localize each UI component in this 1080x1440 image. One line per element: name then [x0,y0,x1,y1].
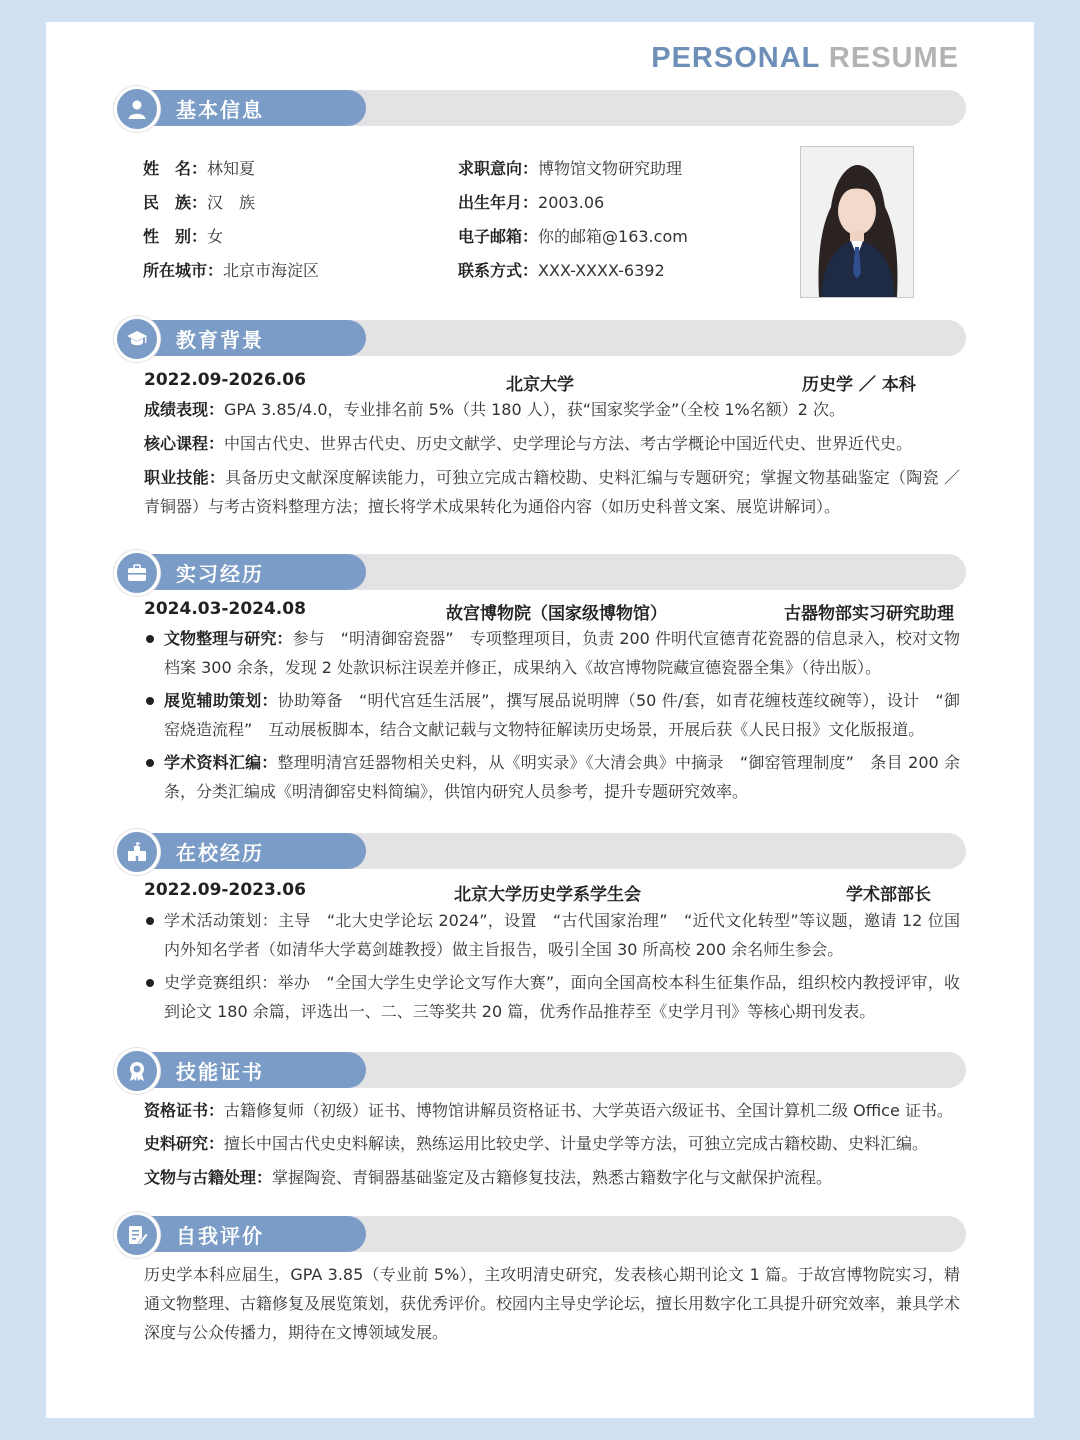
info-gender [143,224,223,247]
info-intent [458,156,682,179]
bullet-dot [146,759,154,767]
skills-relic-text: 掌握陶瓷、青铜器基础鉴定及古籍修复技法，熟悉古籍数字化与文献保护流程。 [272,1168,833,1187]
resume-page [46,22,1034,1418]
bullet-dot [146,635,154,643]
internship-item-text: 整理明清宫廷器物相关史料，从《明实录》《大清会典》中摘录 “御窑管理制度” 条目 200 余条，分类汇编成《明清御窑史料简编》，供馆内研究人员参考，提升专题研究效率。 [164,753,960,801]
skills-cert [144,1096,984,1125]
info-city-label: 所在城市： [143,261,224,280]
education-course-text: 中国古代史、世界古代史、历史文献学、史学理论与方法、考古学概论中国近代史、世界近代史。 [224,434,913,453]
internship-item-label: 展览辅助策划： [164,691,278,710]
info-name [143,156,255,179]
campus-period: 2022.09-2023.06 [144,880,306,900]
internship-period: 2024.03-2024.08 [144,599,306,619]
info-intent-value: 博物馆文物研究助理 [538,159,683,178]
school-building-icon [114,829,160,875]
resume-title-part1: PERSONAL [651,42,820,74]
info-ethnic-label: 民 族： [143,193,208,212]
education-period: 2022.09-2026.06 [144,370,306,390]
info-ethnic-value: 汉 族 [207,193,256,212]
person-icon [114,86,160,132]
resume-title [651,42,959,75]
info-phone [458,258,665,281]
internship-org: 故宫博物院（国家级博物馆） [446,604,667,624]
info-ethnic [143,190,255,213]
section-title: 教育背景 [176,328,264,352]
bullet-dot [146,917,154,925]
internship-item [164,686,960,744]
section-header-campus [114,831,966,871]
info-gender-label: 性 别： [143,227,208,246]
skills-research [144,1129,984,1158]
info-name-label: 姓 名： [143,159,208,178]
resume-title-part2: RESUME [828,42,959,74]
skills-relic [144,1163,984,1192]
internship-item-label: 学术资料汇编： [164,753,278,772]
info-name-value: 林知夏 [207,159,256,178]
education-course [144,429,960,458]
bullet-dot [146,697,154,705]
internship-item-text: 协助筹备 “明代宫廷生活展”，撰写展品说明牌（50 件/套，如青花缠枝莲纹碗等），设计 “御窑烧造流程” 互动展板脚本，结合文献记载与文物特征解读历史场景，开展后获《人民日报》文化版报道。 [164,691,960,739]
edit-document-icon [114,1212,160,1258]
campus-org: 北京大学历史学系学生会 [454,885,641,905]
internship-item [164,624,960,682]
education-grade-label: 成绩表现： [144,400,225,419]
info-city-value: 北京市海淀区 [223,261,320,280]
internship-item-text: 参与 “明清御窑瓷器” 专项整理项目，负责 200 件明代宣德青花瓷器的信息录入，校对文物档案 300 余条，发现 2 处款识标注误差并修正，成果纳入《故宫博物院藏宣德瓷器全集》（待出版）。 [164,629,960,677]
education-school: 北京大学 [506,375,574,395]
info-gender-value: 女 [207,227,224,246]
info-email-label: 电子邮箱： [458,227,539,246]
info-city [143,258,319,281]
section-header-self-eval [114,1214,966,1254]
section-header-skills [114,1050,966,1090]
self-eval-text: 历史学本科应届生，GPA 3.85（专业前 5%），主攻明清史研究，发表核心期刊论文 1 篇。于故宫博物院实习，精通文物整理、古籍修复及展览策划，获优秀评价。校园内主导史学论坛，擅长用数字化工具提升研究效率，兼具学术深度与公众传播力，期待在文博领域发展。 [144,1265,961,1342]
info-email-value: 你的邮箱@163.com [538,227,688,246]
award-icon [114,1048,160,1094]
section-header-internship [114,552,966,592]
campus-item: 学术活动策划：主导 “北大史学论坛 2024”，设置 “古代国家治理” “近代文化转型”等议题，邀请 12 位国内外知名学者（如清华大学葛剑雄教授）做主旨报告，吸引全国 30 所高校 200 余名师生参会。 [164,911,960,959]
info-phone-label: 联系方式： [458,261,539,280]
info-birth-label: 出生年月： [458,193,539,212]
graduation-cap-icon [114,316,160,362]
info-phone-value: XXX-XXXX-6392 [538,261,665,280]
education-grade [144,395,960,424]
internship-item-label: 文物整理与研究： [164,629,293,648]
section-header-basic-info [114,88,966,128]
education-skill [144,463,960,521]
education-major: 历史学 ／ 本科 [802,375,916,395]
internship-item [164,748,960,806]
info-intent-label: 求职意向： [458,159,539,178]
info-email [458,224,688,247]
section-title: 自我评价 [176,1224,264,1248]
section-title: 技能证书 [176,1060,264,1084]
education-skill-label: 职业技能： [144,468,226,487]
section-title: 实习经历 [176,562,264,586]
campus-item: 史学竞赛组织：举办 “全国大学生史学论文写作大赛”，面向全国高校本科生征集作品，组织校内教授评审，收到论文 180 余篇，评选出一、二、三等奖共 20 篇，优秀作品推荐至《史学月刊》等核心期刊发表。 [164,973,960,1021]
skills-cert-label: 资格证书： [144,1101,225,1120]
info-birth [458,190,604,213]
section-header-education [114,318,966,358]
bullet-dot [146,979,154,987]
section-title: 在校经历 [176,841,264,865]
internship-role: 古器物部实习研究助理 [784,604,954,624]
skills-cert-text: 古籍修复师（初级）证书、博物馆讲解员资格证书、大学英语六级证书、全国计算机二级 Office 证书。 [224,1101,953,1120]
briefcase-icon [114,550,160,596]
info-birth-value: 2003.06 [538,193,605,212]
education-course-label: 核心课程： [144,434,225,453]
campus-role: 学术部部长 [846,885,931,905]
skills-research-label: 史料研究： [144,1134,225,1153]
section-title: 基本信息 [176,98,264,122]
education-grade-text: GPA 3.85/4.0，专业排名前 5%（共 180 人），获“国家奖学金”（全校 1%名额）2 次。 [224,400,846,419]
education-skill-text: 具备历史文献深度解读能力，可独立完成古籍校勘、史料汇编与专题研究；掌握文物基础鉴定（陶瓷 ／ 青铜器）与考古资料整理方法；擅长将学术成果转化为通俗内容（如历史科普文案、展览讲解词）。 [144,468,960,516]
skills-relic-label: 文物与古籍处理： [144,1168,273,1187]
skills-research-text: 擅长中国古代史史料解读，熟练运用比较史学、计量史学等方法，可独立完成古籍校勘、史料汇编。 [224,1134,929,1153]
profile-photo [800,146,914,298]
